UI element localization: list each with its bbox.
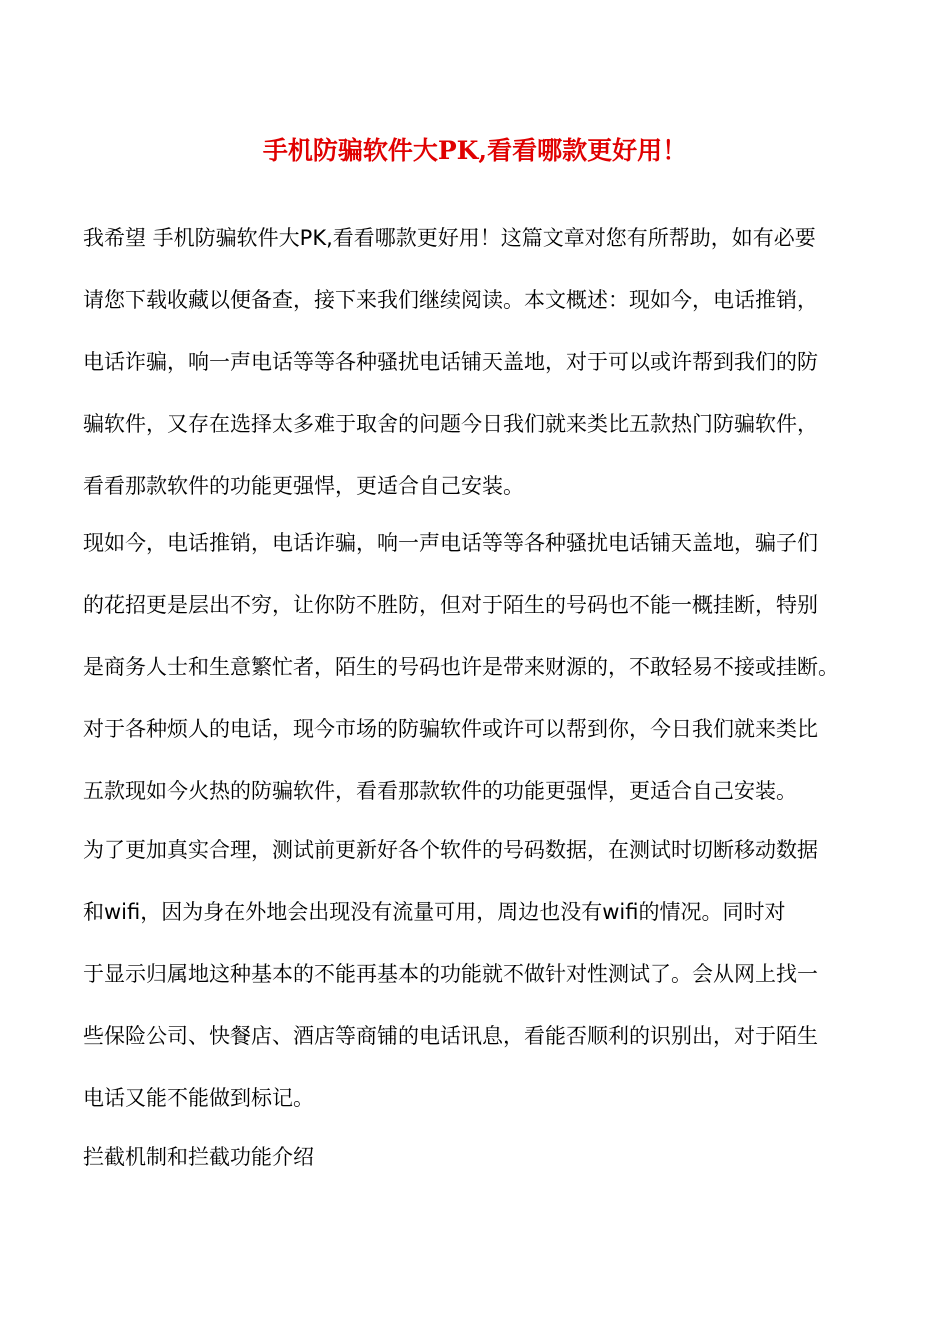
paragraph-line: 请您下载收藏以便备查，接下来我们继续阅读。本文概述：现如今，电话推销， [83,288,818,312]
paragraph-line: 些保险公司、快餐店、酒店等商铺的电话讯息，看能否顺利的识别出，对于陌生 [83,1024,818,1048]
section-heading: 拦截机制和拦截功能介绍 [83,1145,314,1169]
paragraph-line: 为了更加真实合理，测试前更新好各个软件的号码数据，在测试时切断移动数据 [83,838,818,862]
paragraph-line: 现如今，电话推销，电话诈骗，响一声电话等等各种骚扰电话铺天盖地，骗子们 [83,531,818,555]
paragraph-line: 五款现如今火热的防骗软件，看看那款软件的功能更强悍，更适合自己安装。 [83,779,797,803]
paragraph-line: 我希望 手机防骗软件大PK,看看哪款更好用！这篇文章对您有所帮助，如有必要 [83,226,816,250]
paragraph-line: 的花招更是层出不穷，让你防不胜防，但对于陌生的号码也不能一概挂断，特别 [83,593,818,617]
paragraph-line: 是商务人士和生意繁忙者，陌生的号码也许是带来财源的，不敢轻易不接或挂断。 [83,655,839,679]
paragraph-line: 于显示归属地这种基本的不能再基本的功能就不做针对性测试了。会从网上找一 [83,962,818,986]
paragraph-line: 对于各种烦人的电话，现今市场的防骗软件或许可以帮到你，今日我们就来类比 [83,717,818,741]
document-title: 手机防骗软件大PK,看看哪款更好用！ [262,136,688,165]
paragraph-line: 电话诈骗，响一声电话等等各种骚扰电话铺天盖地，对于可以或许帮到我们的防 [83,350,818,374]
paragraph-line: 看看那款软件的功能更强悍，更适合自己安装。 [83,474,524,498]
paragraph-line: 电话又能不能做到标记。 [83,1086,314,1110]
paragraph-line: 和wifi，因为身在外地会出现没有流量可用，周边也没有wifi的情况。同时对 [83,900,786,924]
paragraph-line: 骗软件，又存在选择太多难于取舍的问题今日我们就来类比五款热门防骗软件， [83,412,818,436]
